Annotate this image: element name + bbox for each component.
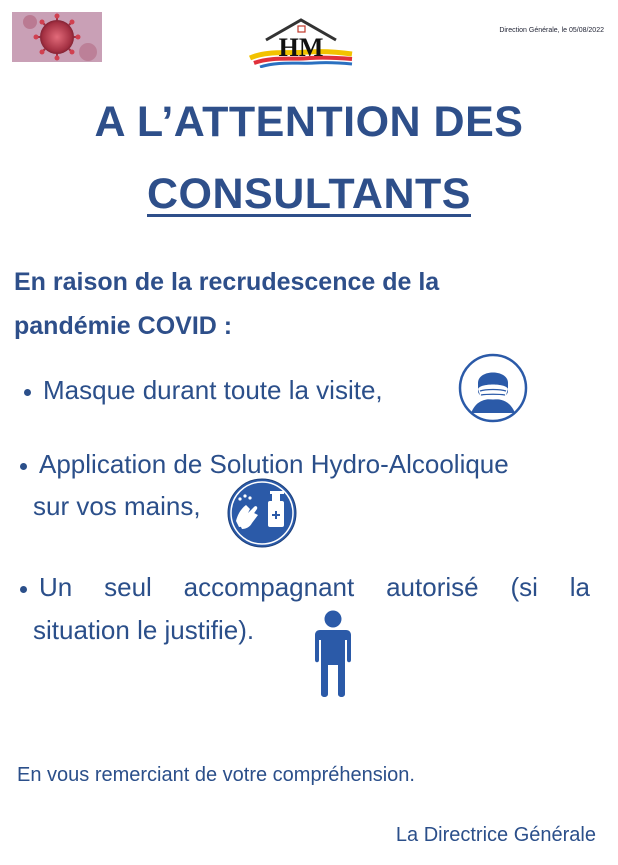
title-line-2: CONSULTANTS <box>147 170 471 218</box>
list-item-sanitizer-continued: sur vos mains, <box>33 491 201 521</box>
thanks-note: En vous remerciant de votre compréhension. <box>17 764 415 786</box>
list-item-text: Masque durant toute la visite, <box>43 375 383 405</box>
word: autorisé <box>386 572 479 602</box>
hand-sanitizer-icon <box>226 477 298 549</box>
hospital-logo <box>248 14 354 68</box>
list-item-text: Application de Solution Hydro-Alcoolique <box>39 449 509 479</box>
word: seul <box>104 572 152 602</box>
bullet-icon <box>20 586 27 593</box>
word: la <box>569 572 590 602</box>
intro-line-1: En raison de la recrudescence de la <box>14 268 440 296</box>
intro-line-2: pandémie COVID : <box>14 312 233 340</box>
list-item-companion-continued: situation le justifie). <box>33 615 255 645</box>
list-item-companion <box>20 569 590 605</box>
word: (si <box>510 572 538 602</box>
signature-line: La Directrice Générale <box>395 824 596 846</box>
title-line-1: A L’ATTENTION DES <box>94 98 524 146</box>
svg-text:HM: HM <box>278 33 324 62</box>
word: accompagnant <box>183 572 355 602</box>
face-mask-icon <box>458 353 528 423</box>
word: Un <box>39 572 73 602</box>
date-line: Direction Générale, le 05/08/2022 <box>499 27 604 34</box>
bullet-icon <box>20 463 27 470</box>
list-item-word <box>20 569 72 605</box>
list-item-mask <box>24 372 383 408</box>
bullet-icon <box>24 389 31 396</box>
person-icon <box>314 610 352 698</box>
coronavirus-image <box>12 12 102 62</box>
